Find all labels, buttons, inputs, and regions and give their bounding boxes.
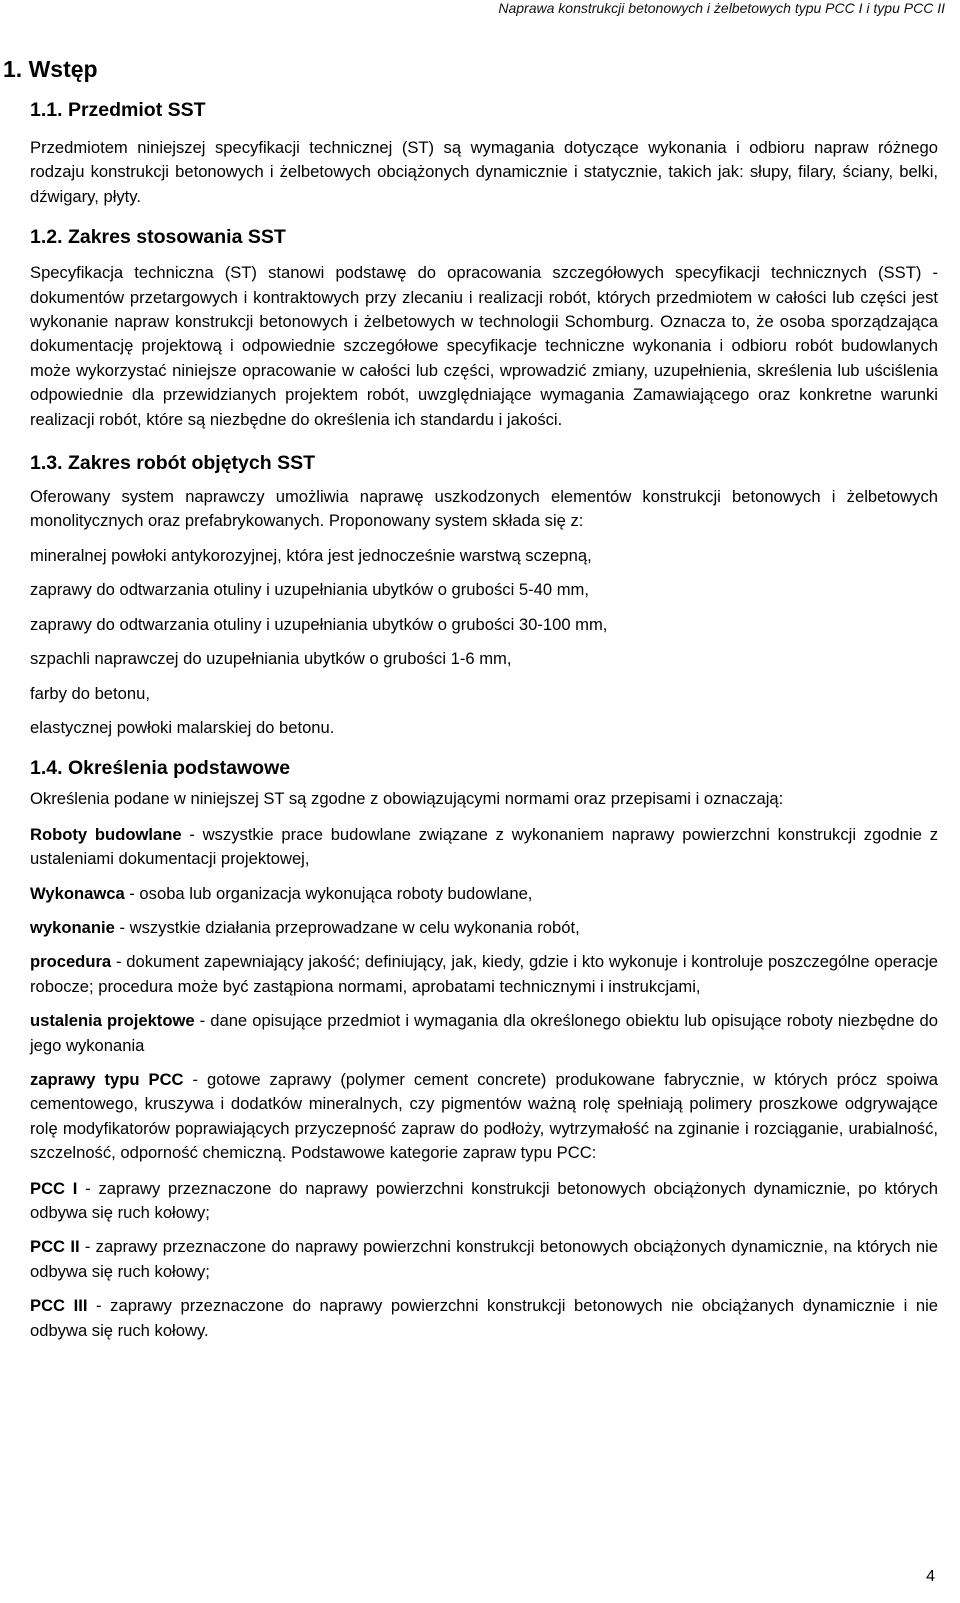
list-item: mineralnej powłoki antykorozyjnej, która jest jednocześnie warstwą sczepną, [30, 545, 592, 565]
definition-text: - dane opisujące przedmiot i wymagania dla określonego obiektu lub opisujące roboty niezbędne do jego wykonania [30, 1011, 938, 1055]
definition-term: procedura [30, 952, 112, 972]
list-item: elastycznej powłoki malarskiej do betonu. [30, 717, 335, 737]
list-item: zaprawy do odtwarzania otuliny i uzupełniania ubytków o grubości 30-100 mm, [30, 614, 608, 634]
definition-term: Roboty budowlane [30, 824, 182, 844]
list-item: szpachli naprawczej do uzupełniania ubytków o grubości 1-6 mm, [30, 649, 512, 669]
section-heading-1-3: 1.3. Zakres robót objętych SST [30, 452, 315, 475]
definition-item [30, 1009, 938, 1058]
definition-term: Wykonawca [30, 883, 125, 903]
definition-text: - wszystkie prace budowlane związane z wykonaniem naprawy powierzchni konstrukcji zgodnie z ustaleniami dokumentacji projektowej, [30, 824, 938, 869]
definition-text: - zaprawy przeznaczone do naprawy powierzchni konstrukcji betonowych obciążonych dynamicznie, po których odbywa się ruch kołowy; [30, 1178, 938, 1222]
section-text-1-1: Przedmiotem niniejszej specyfikacji technicznej (ST) są wymagania dotyczące wykonania i odbioru napraw różnego rodzaju konstrukcji betonowych i żelbetowych obciążonych dynamicznie i statycznie, takich jak: słupy, filary, ściany, belki, dźwigary, płyty. [30, 138, 938, 206]
definition-item [30, 1294, 938, 1343]
definition-text: - gotowe zaprawy (polymer cement concrete) produkowane fabrycznie, w których prócz spoiwa cementowego, kruszywa i dodatków mineralnych, czy pigmentów ważną rolę spełniają polimery proszkowe odgrywające rolę modyfikatorów poprawiających przyczepność zapraw do podłoży, wytrzymałość na zginanie i rozciąganie, urabialność, szczelność, odporność chemiczną. Podstawowe kategorie zapraw typu PCC: [30, 1069, 938, 1163]
running-header: Naprawa konstrukcji betonowych i żelbetowych typu PCC I i typu PCC II [498, 0, 945, 16]
definition-item [30, 823, 938, 872]
section-heading-1-2: 1.2. Zakres stosowania SST [30, 226, 286, 249]
definition-item [30, 1177, 938, 1226]
section-text-1-4: Określenia podane w niniejszej ST są zgodne z obowiązującymi normami oraz przepisami i oznaczają: [30, 789, 784, 809]
list-item: zaprawy do odtwarzania otuliny i uzupełniania ubytków o grubości 5-40 mm, [30, 580, 589, 600]
section-text-1-3: Oferowany system naprawczy umożliwia naprawę uszkodzonych elementów konstrukcji betonowych i żelbetowych monolitycznych oraz prefabrykowanych. Proponowany system składa się z: [30, 487, 938, 531]
definition-term: zaprawy typu PCC [30, 1069, 184, 1089]
definition-term: ustalenia projektowe [30, 1011, 195, 1031]
definition-term: wykonanie [30, 917, 115, 937]
definition-item [30, 916, 938, 940]
definition-term: PCC III [30, 1296, 88, 1316]
section-heading-1-4: 1.4. Określenia podstawowe [30, 757, 291, 780]
page-number: 4 [926, 1568, 935, 1585]
definition-text: - osoba lub organizacja wykonująca roboty budowlane, [124, 883, 533, 903]
definition-text: - wszystkie działania przeprowadzane w celu wykonania robót, [114, 917, 580, 937]
definition-text: - zaprawy przeznaczone do naprawy powierzchni konstrukcji betonowych obciążonych dynamicznie, na których nie odbywa się ruch kołowy; [30, 1237, 938, 1281]
definition-text: - dokument zapewniający jakość; definiujący, jak, kiedy, gdzie i kto wykonuje i kontroluje poszczególne operacje robocze; procedura może być zastąpiona normami, aprobatami technicznymi i instrukcjami, [30, 952, 938, 996]
section-text-1-2: Specyfikacja techniczna (ST) stanowi podstawę do opracowania szczegółowych specyfikacji technicznych (SST) - dokumentów przetargowych i kontraktowych przy zlecaniu i realizacji robót, których przedmiotem w całości lub części jest wykonanie napraw konstrukcji betonowych i żelbetowych w technologii Schomburg. Oznacza to, że osoba sporządzająca dokumentację projektową i odpowiednie szczegółowe specyfikacje techniczne wykonania i odbioru robót budowlanych może wykorzystać niniejsze opracowanie w całości lub części, wprowadzić zmiany, uzupełnienia, skreślenia lub uściślenia odpowiednie dla przewidzianych projektem robót, uwzględniające wymagania Zamawiającego oraz konkretne warunki realizacji robót, które są niezbędne do określenia ich standardu i jakości. [30, 263, 938, 429]
definition-term: PCC I [30, 1178, 78, 1198]
definition-term: PCC II [30, 1237, 80, 1257]
definition-item [30, 1235, 938, 1284]
list-item: farby do betonu, [30, 683, 150, 703]
definition-item [30, 1068, 938, 1166]
section-heading-1-1: 1.1. Przedmiot SST [30, 99, 206, 121]
chapter-title: 1. Wstęp [3, 56, 98, 82]
definition-item [30, 882, 938, 906]
definition-text: - zaprawy przeznaczone do naprawy powierzchni konstrukcji betonowych nie obciążanych dynamicznie i nie odbywa się ruch kołowy. [30, 1296, 938, 1340]
document-body [30, 95, 938, 1343]
definition-item [30, 950, 938, 999]
